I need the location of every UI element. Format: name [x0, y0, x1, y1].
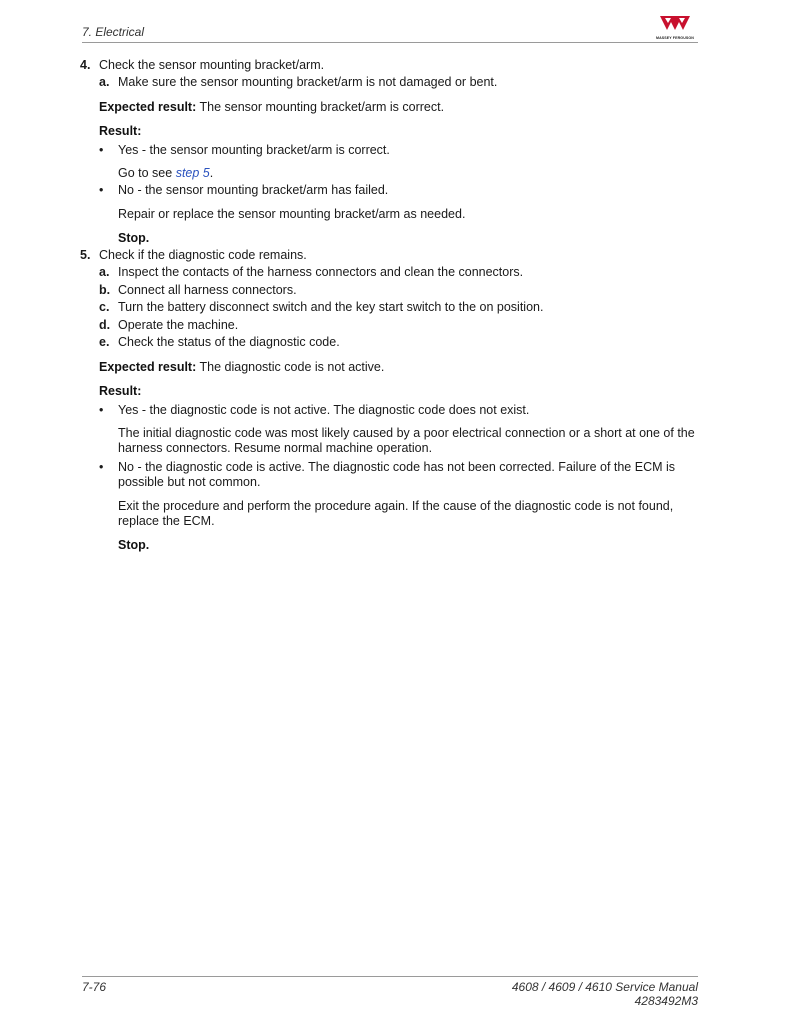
result-label: Result:: [99, 124, 142, 138]
expected-result-label: Expected result:: [99, 360, 197, 374]
expected-result: [99, 360, 384, 375]
step-text: Check the sensor mounting bracket/arm.: [99, 58, 325, 72]
result-yes-text: Yes - the sensor mounting bracket/arm is correct.: [118, 143, 390, 157]
result-yes-action: The initial diagnostic code was most likely caused by a poor electrical connection or a short at one of the harness connectors. Resume normal machine operation.: [118, 426, 695, 455]
expected-result-text: The diagnostic code is not active.: [196, 360, 385, 374]
step-number: 5.: [80, 248, 91, 262]
substep-text: Turn the battery disconnect switch and the key start switch to the on position.: [118, 300, 544, 314]
substep-text: Make sure the sensor mounting bracket/arm is not damaged or bent.: [118, 75, 498, 89]
result-heading: [99, 124, 141, 139]
bullet: •: [99, 143, 104, 157]
brand-logo: [652, 14, 698, 40]
page-header: [82, 24, 698, 43]
result-heading: [99, 384, 141, 399]
bullet: •: [99, 183, 104, 197]
substep-text: Connect all harness connectors.: [118, 283, 297, 297]
result-label: Result:: [99, 384, 142, 398]
bullet: •: [99, 460, 104, 474]
substep-letter: c.: [99, 300, 110, 314]
bullet: •: [99, 403, 104, 417]
part-number: 4283492M3: [634, 994, 698, 1008]
substep-letter: d.: [99, 318, 111, 332]
step-number: 4.: [80, 58, 91, 72]
expected-result-text: The sensor mounting bracket/arm is correct.: [196, 100, 445, 114]
result-no-text: No - the sensor mounting bracket/arm has failed.: [118, 183, 389, 197]
stop-text: [118, 231, 149, 246]
page-footer: [82, 976, 698, 1008]
substep-text: Operate the machine.: [118, 318, 239, 332]
result-no-action: Exit the procedure and perform the procedure again. If the cause of the diagnostic code is not found, replace the ECM.: [118, 499, 674, 528]
page-number: 7-76: [82, 980, 107, 994]
result-no-text: No - the diagnostic code is active. The diagnostic code has not been corrected. Failure of the ECM is possible but not common.: [118, 460, 676, 489]
stop-label: Stop.: [118, 538, 150, 552]
expected-result-label: Expected result:: [99, 100, 197, 114]
step-text: Check if the diagnostic code remains.: [99, 248, 307, 262]
substep-text: Check the status of the diagnostic code.: [118, 335, 340, 349]
substep-letter: a.: [99, 75, 110, 89]
action-suffix: .: [209, 166, 214, 180]
result-yes-text: Yes - the diagnostic code is not active. The diagnostic code does not exist.: [118, 403, 530, 417]
stop-label: Stop.: [118, 231, 150, 245]
section-title: 7. Electrical: [82, 25, 145, 39]
triple-triangle-logo-icon: [652, 14, 698, 34]
logo-text: MASSEY FERGUSON: [656, 36, 694, 40]
substep-letter: e.: [99, 335, 110, 349]
substep-letter: b.: [99, 283, 111, 297]
manual-title: 4608 / 4609 / 4610 Service Manual: [511, 980, 698, 994]
step-5-link[interactable]: step 5: [175, 166, 210, 180]
result-no-action: Repair or replace the sensor mounting bracket/arm as needed.: [118, 207, 466, 221]
substep-letter: a.: [99, 265, 110, 279]
substep-text: Inspect the contacts of the harness connectors and clean the connectors.: [118, 265, 524, 279]
stop-text: [118, 538, 149, 553]
result-yes-action: [118, 166, 213, 181]
expected-result: [99, 100, 444, 115]
manual-info: [512, 980, 698, 1008]
action-text: Go to see: [118, 166, 176, 180]
